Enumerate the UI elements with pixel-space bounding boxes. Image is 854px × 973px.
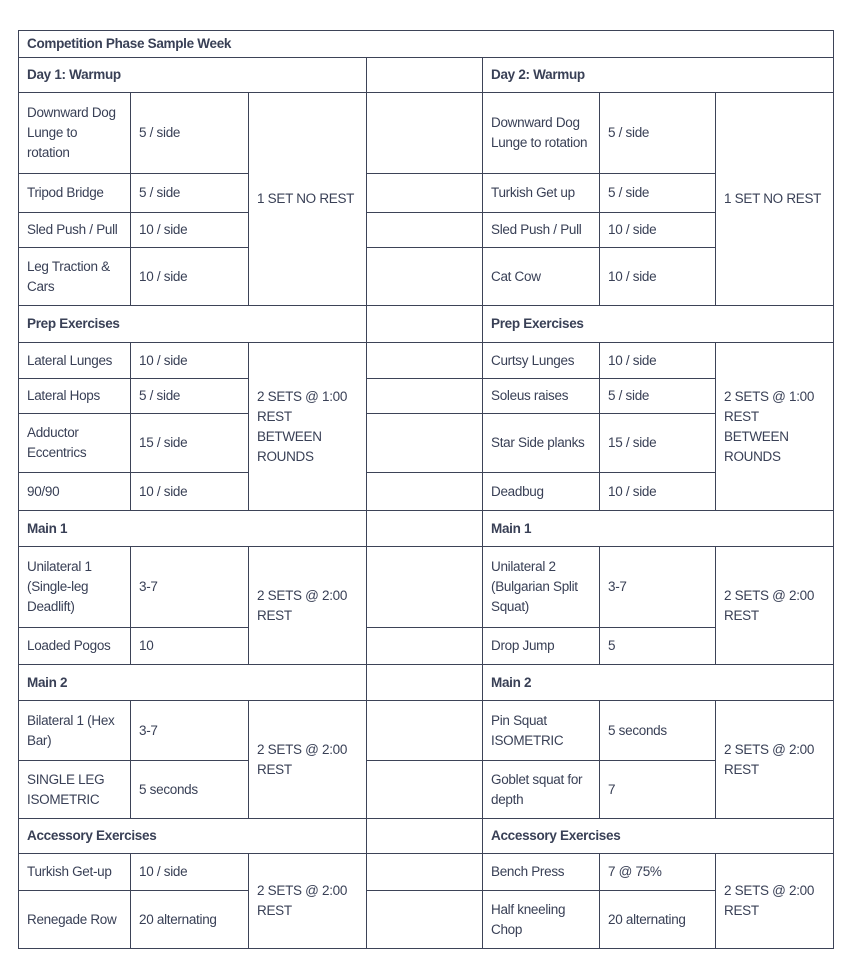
spacer-cell	[367, 547, 483, 628]
reps-cell: 3-7	[131, 547, 249, 628]
note-cell: 1 SET NO REST	[716, 93, 834, 306]
section-header-row	[19, 306, 834, 343]
spacer-cell	[367, 213, 483, 248]
note-cell: 2 SETS @ 1:00 REST BETWEEN ROUNDS	[249, 343, 367, 511]
exercise-cell: Tripod Bridge	[19, 174, 131, 213]
exercise-cell: Bilateral 1 (Hex Bar)	[19, 701, 131, 761]
table-row	[19, 248, 834, 306]
spacer-cell	[367, 854, 483, 891]
table-row	[19, 213, 834, 248]
spacer-cell	[367, 379, 483, 414]
reps-cell: 5 / side	[600, 379, 716, 414]
exercise-cell: Cat Cow	[483, 248, 600, 306]
exercise-cell: Soleus raises	[483, 379, 600, 414]
table-row	[19, 701, 834, 761]
exercise-cell: 90/90	[19, 473, 131, 511]
reps-cell: 10 / side	[600, 248, 716, 306]
table-row	[19, 174, 834, 213]
exercise-cell: Half kneeling Chop	[483, 891, 600, 949]
spacer-cell	[367, 891, 483, 949]
table-title: Competition Phase Sample Week	[19, 31, 834, 58]
exercise-cell: Sled Push / Pull	[483, 213, 600, 248]
reps-cell: 15 / side	[131, 414, 249, 473]
reps-cell: 5 / side	[131, 174, 249, 213]
section-header-row	[19, 511, 834, 547]
reps-cell: 10 / side	[600, 473, 716, 511]
reps-cell: 10 / side	[131, 343, 249, 379]
spacer-cell	[367, 58, 483, 93]
reps-cell: 10 / side	[131, 854, 249, 891]
spacer-cell	[367, 628, 483, 665]
table-row	[19, 761, 834, 819]
reps-cell: 10 / side	[131, 213, 249, 248]
note-cell: 2 SETS @ 2:00 REST	[716, 547, 834, 665]
note-cell: 2 SETS @ 1:00 REST BETWEEN ROUNDS	[716, 343, 834, 511]
exercise-cell: Goblet squat for depth	[483, 761, 600, 819]
exercise-cell: Adductor Eccentrics	[19, 414, 131, 473]
reps-cell: 10 / side	[600, 213, 716, 248]
spacer-cell	[367, 306, 483, 343]
exercise-cell: Unilateral 1 (Single-leg Deadlift)	[19, 547, 131, 628]
reps-cell: 7 @ 75%	[600, 854, 716, 891]
spacer-cell	[367, 414, 483, 473]
exercise-cell: Turkish Get-up	[19, 854, 131, 891]
spacer-cell	[367, 93, 483, 174]
reps-cell: 5 / side	[131, 379, 249, 414]
section-header-prep-right: Prep Exercises	[483, 306, 834, 343]
reps-cell: 5 seconds	[600, 701, 716, 761]
exercise-cell: Star Side planks	[483, 414, 600, 473]
section-header-row	[19, 819, 834, 854]
section-header-accessory-left: Accessory Exercises	[19, 819, 367, 854]
spacer-cell	[367, 473, 483, 511]
note-cell: 2 SETS @ 2:00 REST	[716, 701, 834, 819]
exercise-cell: Turkish Get up	[483, 174, 600, 213]
exercise-cell: Lateral Hops	[19, 379, 131, 414]
exercise-cell: Downward Dog Lunge to rotation	[19, 93, 131, 174]
reps-cell: 3-7	[600, 547, 716, 628]
exercise-cell: Renegade Row	[19, 891, 131, 949]
reps-cell: 10 / side	[131, 473, 249, 511]
spacer-cell	[367, 701, 483, 761]
table-row	[19, 854, 834, 891]
note-cell: 2 SETS @ 2:00 REST	[249, 854, 367, 949]
reps-cell: 5 seconds	[131, 761, 249, 819]
spacer-cell	[367, 665, 483, 701]
note-cell: 2 SETS @ 2:00 REST	[249, 701, 367, 819]
section-header-main2-right: Main 2	[483, 665, 834, 701]
exercise-cell: Downward Dog Lunge to rotation	[483, 93, 600, 174]
exercise-cell: SINGLE LEG ISOMETRIC	[19, 761, 131, 819]
reps-cell: 10	[131, 628, 249, 665]
reps-cell: 20 alternating	[131, 891, 249, 949]
exercise-cell: Sled Push / Pull	[19, 213, 131, 248]
reps-cell: 20 alternating	[600, 891, 716, 949]
table-row	[19, 343, 834, 379]
section-header-day1-warmup: Day 1: Warmup	[19, 58, 367, 93]
spacer-cell	[367, 174, 483, 213]
note-cell: 2 SETS @ 2:00 REST	[716, 854, 834, 949]
section-header-main1-left: Main 1	[19, 511, 367, 547]
spacer-cell	[367, 819, 483, 854]
section-header-day2-warmup: Day 2: Warmup	[483, 58, 834, 93]
reps-cell: 5 / side	[131, 93, 249, 174]
title-row	[19, 31, 834, 58]
exercise-cell: Unilateral 2 (Bulgarian Split Squat)	[483, 547, 600, 628]
section-header-main2-left: Main 2	[19, 665, 367, 701]
table-row	[19, 414, 834, 473]
exercise-cell: Lateral Lunges	[19, 343, 131, 379]
reps-cell: 5 / side	[600, 174, 716, 213]
section-header-prep-left: Prep Exercises	[19, 306, 367, 343]
reps-cell: 10 / side	[131, 248, 249, 306]
reps-cell: 3-7	[131, 701, 249, 761]
section-header-row	[19, 58, 834, 93]
table-row	[19, 93, 834, 174]
section-header-row	[19, 665, 834, 701]
table-row	[19, 473, 834, 511]
section-header-accessory-right: Accessory Exercises	[483, 819, 834, 854]
exercise-cell: Loaded Pogos	[19, 628, 131, 665]
workout-plan-table	[18, 30, 834, 949]
spacer-cell	[367, 248, 483, 306]
note-cell: 2 SETS @ 2:00 REST	[249, 547, 367, 665]
exercise-cell: Bench Press	[483, 854, 600, 891]
spacer-cell	[367, 343, 483, 379]
spacer-cell	[367, 761, 483, 819]
exercise-cell: Curtsy Lunges	[483, 343, 600, 379]
section-header-main1-right: Main 1	[483, 511, 834, 547]
reps-cell: 5	[600, 628, 716, 665]
table-row	[19, 547, 834, 628]
reps-cell: 10 / side	[600, 343, 716, 379]
exercise-cell: Leg Traction & Cars	[19, 248, 131, 306]
table-row	[19, 891, 834, 949]
note-cell: 1 SET NO REST	[249, 93, 367, 306]
exercise-cell: Pin Squat ISOMETRIC	[483, 701, 600, 761]
table-row	[19, 628, 834, 665]
spacer-cell	[367, 511, 483, 547]
reps-cell: 7	[600, 761, 716, 819]
exercise-cell: Deadbug	[483, 473, 600, 511]
table-row	[19, 379, 834, 414]
reps-cell: 5 / side	[600, 93, 716, 174]
reps-cell: 15 / side	[600, 414, 716, 473]
exercise-cell: Drop Jump	[483, 628, 600, 665]
